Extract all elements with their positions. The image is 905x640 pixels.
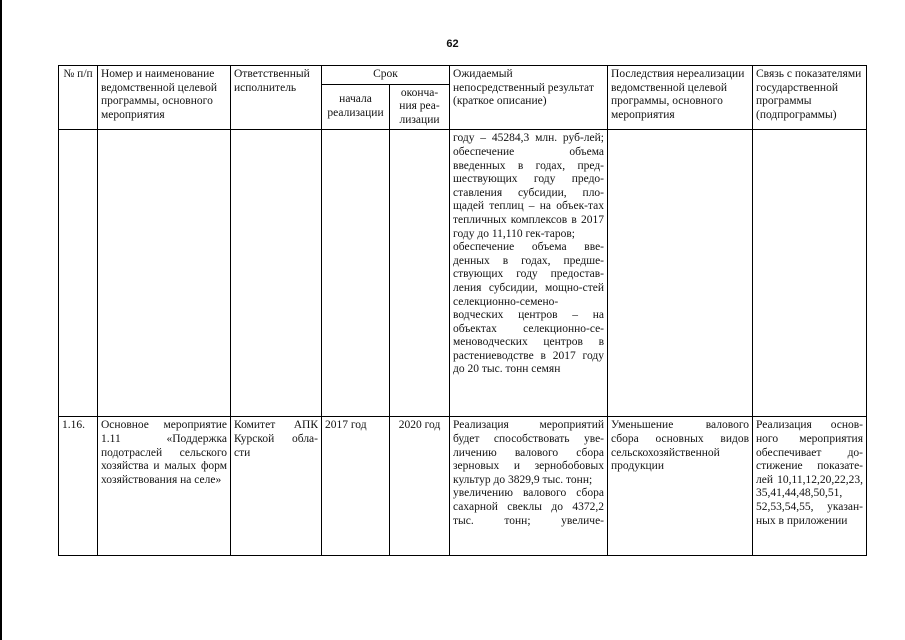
cell-executor: Комитет АПК Курской обла-сти (231, 417, 322, 556)
header-num: № п/п (59, 66, 98, 130)
header-name: Номер и наименование ведомственной целевой программы, основного мероприятия (98, 66, 231, 130)
cell-end: 2020 год (390, 417, 450, 556)
cell-link: Реализация основ-ного мероприятия обеспечивает до-стижение показате-лей 10,11,12,20,22,23, 35,41,44,48,50,51, 52,53,54,55, указан-ных в приложении (753, 417, 867, 556)
cell-empty (608, 130, 753, 417)
cell-start: 2017 год (322, 417, 390, 556)
cell-empty (98, 130, 231, 417)
cell-expected-continuation (450, 130, 608, 417)
page-number: 62 (446, 38, 459, 50)
expected-paragraph: обеспечение объема вве-денных в годах, предше-ствующих году предостав-ления субсидии, мощно-стей селекционно-семено-водческих центров – на объектах селекционно-се-меноводческих центров в растениеводстве в 2017 году до 20 тыс. тонн семян (453, 241, 605, 376)
cell-name: Основное мероприятие 1.11 «Поддержка подотраслей сельского хозяйства и малых форм хозяйствования на селе» (98, 417, 231, 556)
header-term-start: начала реализации (322, 84, 390, 130)
header-term: Срок (322, 66, 450, 85)
header-link: Связь с показателями государственной программы (подпрограммы) (753, 66, 867, 130)
header-term-end: оконча-ния реа-лизации (390, 84, 450, 130)
cell-empty (231, 130, 322, 417)
left-page-edge (0, 0, 2, 640)
header-consequences: Последствия нереализации ведомственной целевой программы, основного мероприятия (608, 66, 753, 130)
header-executor: Ответственный исполнитель (231, 66, 322, 130)
table-row (59, 417, 867, 556)
header-expected: Ожидаемый непосредственный результат (краткое описание) (450, 66, 608, 130)
expected-paragraph: увеличению валового сбора сахарной свеклы до 4372,2 тыс. тонн; увеличе- (453, 487, 605, 527)
cell-consequences: Уменьшение валового сбора основных видов сельскохозяйственной продукции (608, 417, 753, 556)
cell-empty (753, 130, 867, 417)
cell-num: 1.16. (59, 417, 98, 556)
cell-expected (450, 417, 608, 556)
program-table (58, 65, 867, 556)
table-row-continuation (59, 130, 867, 417)
cell-empty (322, 130, 390, 417)
cell-empty (390, 130, 450, 417)
expected-paragraph: году – 45284,3 млн. руб-лей; обеспечение объема введенных в годах, пред-шествующих году предо-ставления субсидии, пло-щадей теплиц – на объек-тах тепличных комплексов в 2017 году до 11,110 гек-таров; (453, 132, 605, 240)
cell-empty (59, 130, 98, 417)
expected-paragraph: Реализация мероприятий будет способствовать уве-личению валового сбора зерновых и зернобобовых культур до 3829,9 тыс. тонн; (453, 419, 605, 486)
